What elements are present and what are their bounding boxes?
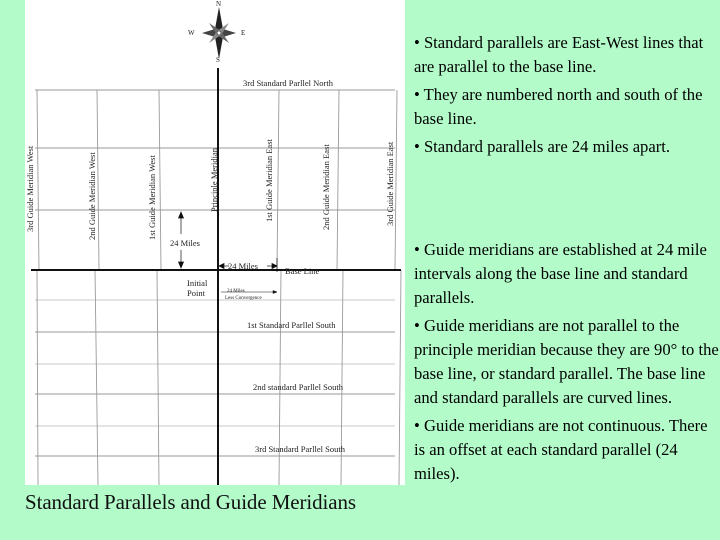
principal-meridian-label: Principle Meridian [209, 148, 219, 212]
compass-north-label: N [216, 0, 222, 8]
convergence-label-2: Less Convergence [225, 296, 262, 301]
bullet-item: • Guide meridians are not continuous. There is an offset at each standard parallel (24 miles). [414, 416, 708, 483]
bullet-item: • Guide meridians are established at 24 mile intervals along the base line and standard parallels. [414, 240, 707, 307]
initial-point-label-2: Point [187, 288, 205, 298]
compass-rose-icon [202, 7, 236, 59]
initial-point-label-1: Initial [187, 278, 208, 288]
survey-diagram [25, 0, 405, 485]
bullet-item: • They are numbered north and south of the base line. [414, 85, 703, 128]
meridian-east-3 [395, 90, 401, 485]
diagram-caption: Standard Parallels and Guide Meridians [25, 490, 356, 514]
parallel-south-2-label: 2nd standard Parllel South [253, 382, 343, 392]
meridian-west-1-label: 1st Guide Meridian West [147, 155, 157, 240]
bullet-item: • Standard parallels are 24 miles apart. [414, 137, 671, 156]
meridian-west-3-label: 3rd Guide Meridian West [25, 145, 35, 232]
bullet-item: • Standard parallels are East-West lines that are parallel to the base line. [414, 33, 704, 76]
vertical-miles-label: 24 Miles [170, 238, 200, 248]
meridian-east-2-label: 2nd Guide Meridian East [321, 144, 331, 230]
standard-parallels [35, 90, 395, 456]
parallel-south-1-label: 1st Standard Parllel South [247, 320, 336, 330]
meridian-west-2-label: 2nd Guide Meridian West [87, 152, 97, 240]
compass-south-label: S [216, 56, 220, 64]
guide-meridians-notes [414, 238, 720, 490]
meridian-east-1-label: 1st Guide Meridian East [264, 139, 274, 222]
compass-west-label: W [188, 29, 195, 37]
bullet-item: • Guide meridians are not parallel to the principle meridian because they are 90° to the base line, or standard parallel. The base line and standard parallels are curved lines. [414, 316, 719, 407]
parallel-north-3-label: 3rd Standard Parllel North [243, 78, 333, 88]
survey-diagram-svg [25, 0, 405, 485]
horizontal-miles-label: 24 Miles [228, 261, 258, 271]
compass-east-label: E [241, 29, 246, 37]
base-line-label: Base Line [285, 266, 320, 276]
standard-parallels-notes [414, 31, 720, 163]
parallel-south-3-label: 3rd Standard Parllel South [255, 444, 345, 454]
meridian-east-3-label: 3rd Guide Meridian East [385, 141, 395, 226]
convergence-label-1: 24 Miles [227, 289, 245, 294]
